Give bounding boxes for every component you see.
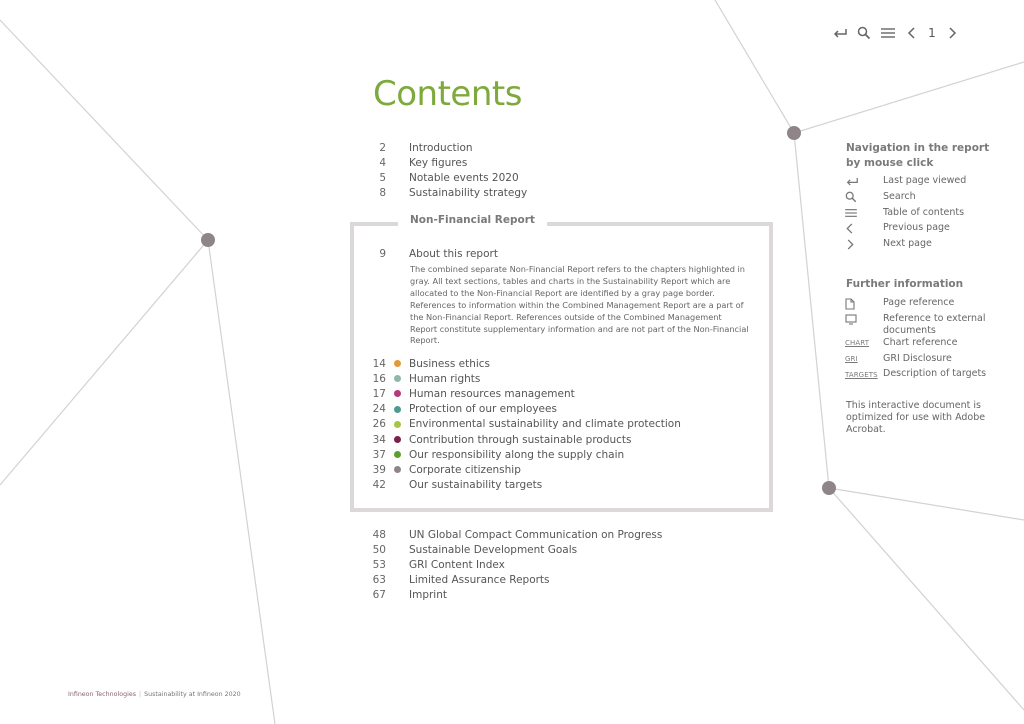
toc-title: Notable events 2020	[409, 171, 519, 184]
document-icon	[845, 297, 883, 310]
toc-title: About this report	[409, 247, 498, 260]
help-item-label: Next page	[883, 238, 932, 250]
toc-entry[interactable]	[368, 588, 662, 603]
toc-entry[interactable]	[368, 447, 681, 462]
toc-title: GRI Content Index	[409, 558, 505, 571]
toc-entry[interactable]	[368, 527, 662, 542]
toc-title: Human resources management	[409, 387, 575, 400]
toc-page-number: 2	[379, 141, 386, 154]
navigation-help-list	[845, 175, 998, 254]
toc-page-number: 9	[379, 247, 386, 260]
toc-entry[interactable]	[368, 417, 681, 432]
non-financial-report-description: The combined separate Non-Financial Report refers to the chapters highlighted in gray. All text sections, tables and charts in the Sustainability Report which are allocated to the Non-Financial Report are identified by a gray page border. References to information within the Combined Management Report are a part of the Non-Financial Report. References outside of the Combined Management Report constitute supplementary information and are not part of the Non-Financial Report.	[410, 264, 749, 346]
toc-entry[interactable]	[368, 542, 662, 557]
toc-title: Key figures	[409, 156, 468, 169]
help-item-label: Page reference	[883, 297, 955, 308]
toc-page-number: 24	[372, 403, 386, 416]
toc-page-number: 17	[372, 387, 386, 400]
toc-entry[interactable]	[368, 557, 662, 572]
toc-page-number: 50	[372, 543, 386, 556]
footer-separator: |	[138, 691, 142, 698]
toc-page-number: 34	[372, 433, 386, 446]
chevron-left-icon[interactable]	[900, 24, 924, 42]
toc-chapter-list	[368, 356, 681, 493]
menu-icon	[845, 207, 883, 220]
network-node	[822, 481, 836, 495]
toc-title: Sustainable Development Goals	[409, 543, 578, 556]
help-item-label: Description of targets	[883, 368, 987, 380]
toc-entry[interactable]	[368, 432, 681, 447]
network-node	[787, 126, 801, 140]
help-item-label: Previous page	[883, 222, 950, 234]
page-number: 1	[928, 26, 936, 40]
chapter-color-dot	[394, 421, 401, 428]
chevron-left-icon	[845, 222, 883, 235]
toc-entry[interactable]	[368, 478, 681, 493]
toc-title: Introduction	[409, 141, 473, 154]
search-icon[interactable]	[852, 24, 876, 42]
chapter-color-dot	[394, 451, 401, 458]
network-node	[201, 233, 215, 247]
toc-title: Contribution through sustainable products	[409, 433, 632, 446]
chapter-color-dot	[394, 390, 401, 397]
toc-page-number: 53	[372, 558, 386, 571]
help-item-label: Table of contents	[883, 206, 965, 218]
toc-page-number: 26	[372, 418, 386, 431]
toc-entry-about[interactable]	[368, 246, 498, 261]
toc-page-number: 4	[379, 156, 386, 169]
monitor-icon	[845, 313, 883, 326]
toc-page-number: 14	[372, 357, 386, 370]
toc-title: Limited Assurance Reports	[409, 574, 550, 587]
toc-page-number: 39	[372, 463, 386, 476]
navigation-help-heading: Navigation in the report by mouse click	[846, 142, 990, 169]
help-item-label: Search	[883, 190, 916, 202]
help-item	[845, 337, 998, 353]
chapter-color-dot	[394, 406, 401, 413]
help-item-label: Reference to external documents	[883, 312, 986, 336]
footer-title: Sustainability at Infineon 2020	[144, 691, 241, 698]
chevron-right-icon[interactable]	[940, 24, 964, 42]
back-arrow-icon[interactable]	[828, 24, 852, 42]
non-financial-report-label: Non-Financial Report	[398, 214, 547, 226]
toc-title: Imprint	[409, 589, 447, 602]
gri-tag: GRI	[845, 355, 858, 364]
toc-about-list	[368, 246, 498, 261]
toc-page-number: 16	[372, 372, 386, 385]
chart-tag: CHART	[845, 339, 870, 348]
toc-page-number: 8	[379, 187, 386, 200]
back-arrow-icon	[845, 175, 883, 188]
toc-appendix-list	[368, 527, 662, 603]
toc-entry[interactable]	[368, 155, 527, 170]
toc-page-number: 48	[372, 528, 386, 541]
menu-icon[interactable]	[876, 24, 900, 42]
help-item-label: Last page viewed	[883, 175, 967, 186]
toc-entry[interactable]	[368, 402, 681, 417]
toc-title: UN Global Compact Communication on Progress	[409, 528, 663, 541]
toc-title: Human rights	[409, 372, 481, 385]
chapter-color-dot	[394, 375, 401, 382]
toc-title: Business ethics	[409, 357, 491, 370]
help-item-label: GRI Disclosure	[883, 352, 952, 364]
toc-entry[interactable]	[368, 170, 527, 185]
chevron-right-icon	[845, 238, 883, 251]
toc-title: Corporate citizenship	[409, 463, 521, 476]
toc-entry[interactable]	[368, 186, 527, 201]
help-item	[845, 175, 998, 191]
chapter-color-dot	[394, 360, 401, 367]
toc-title: Our sustainability targets	[409, 479, 543, 492]
help-item	[845, 297, 998, 313]
acrobat-note: This interactive document is optimized for use with Adobe Acrobat.	[846, 400, 986, 435]
page-title: Contents	[373, 74, 522, 114]
toc-intro-list	[368, 140, 527, 201]
targets-tag: TARGETS	[845, 370, 878, 379]
toc-title: Environmental sustainability and climate protection	[409, 418, 681, 431]
help-item	[845, 207, 998, 223]
toc-entry[interactable]	[368, 462, 681, 477]
chapter-color-dot	[394, 466, 401, 473]
further-information-heading: Further information	[846, 278, 964, 290]
chapter-color-dot	[394, 436, 401, 443]
toc-entry[interactable]	[368, 356, 681, 371]
help-item	[845, 238, 998, 254]
toc-title: Our responsibility along the supply chain	[409, 448, 625, 461]
toc-title: Protection of our employees	[409, 403, 557, 416]
further-information-list	[845, 297, 998, 384]
top-navigation	[828, 24, 964, 42]
help-item	[845, 222, 998, 238]
help-item	[845, 368, 998, 384]
help-item	[845, 191, 998, 207]
help-item	[845, 353, 998, 369]
toc-page-number: 63	[372, 574, 386, 587]
search-icon	[845, 191, 883, 204]
toc-page-number: 67	[372, 589, 386, 602]
toc-entry[interactable]	[368, 371, 681, 386]
toc-entry[interactable]	[368, 386, 681, 401]
toc-entry[interactable]	[368, 573, 662, 588]
toc-page-number: 5	[379, 171, 386, 184]
footer-brand: Infineon Technologies	[68, 691, 136, 698]
help-item	[845, 313, 998, 337]
footer	[68, 691, 241, 698]
toc-title: Sustainability strategy	[409, 187, 528, 200]
toc-page-number: 37	[372, 448, 386, 461]
help-item-label: Chart reference	[883, 336, 958, 348]
toc-entry[interactable]	[368, 140, 527, 155]
toc-page-number: 42	[372, 479, 386, 492]
